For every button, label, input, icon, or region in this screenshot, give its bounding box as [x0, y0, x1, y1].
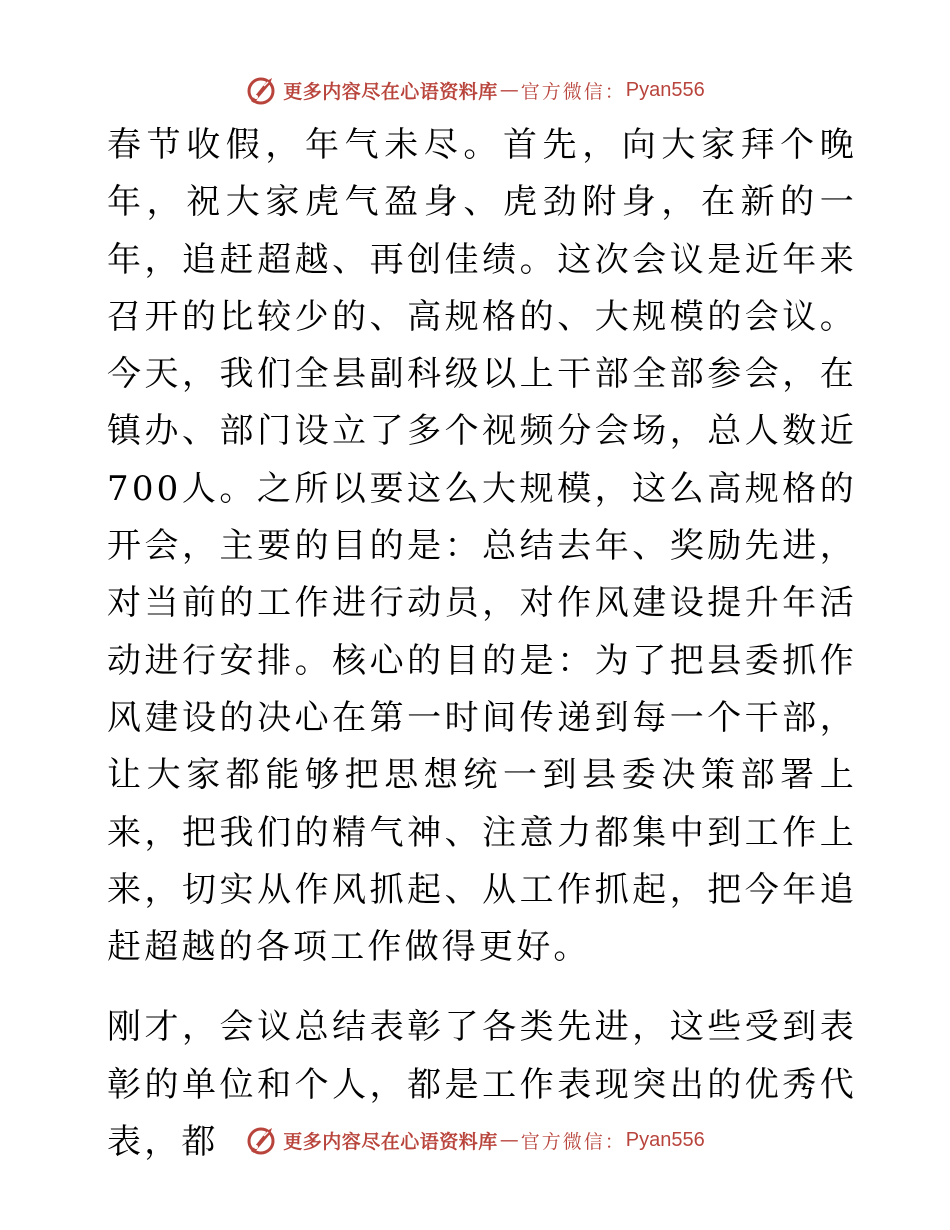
document-body	[97, 117, 857, 1171]
footer-wechat-label: 官方微信：	[520, 1130, 626, 1153]
paragraph-1: 春节收假，年气未尽。首先，向大家拜个晚年，祝大家虎气盈身、虎劲附身，在新的一年，追赶超越、再创佳绩。这次会议是近年来召开的比较少的、高规格的、大规模的会议。今天，我们全县副科级以上干部全部参会，在镇办、部门设立了多个视频分会场，总人数近700人。之所以要这么大规模，这么高规格的开会，主要的目的是：总结去年、奖励先进，对当前的工作进行动员，对作风建设提升年活动进行安排。核心的目的是：为了把县委抓作风建设的决心在第一时间传递到每一个干部，让大家都能够把思想统一到县委决策部署上来，把我们的精气神、注意力都集中到工作上来，切实从作风抓起、从工作抓起，把今年追赶超越的各项工作做得更好。	[107, 125, 857, 968]
pen-circle-logo-icon	[245, 1123, 279, 1157]
footer-dash: —	[499, 1129, 519, 1151]
banner-site-text: 更多内容尽在心语资料库	[283, 80, 498, 103]
banner-dash: —	[499, 79, 519, 101]
header-banner	[0, 70, 950, 110]
banner-wechat-label: 官方微信：	[520, 80, 626, 103]
banner-wechat-id: Pyan556	[625, 78, 705, 101]
footer-wechat-id: Pyan556	[625, 1128, 705, 1151]
footer-site-text: 更多内容尽在心语资料库	[283, 1130, 498, 1153]
footer-banner	[0, 1120, 950, 1160]
paragraph-2: 刚才，会议总结表彰了各类先进，这些受到表彰的单位和个人，都是工作表现突出的优秀代表，都	[107, 1007, 857, 1163]
pen-circle-logo-icon	[245, 73, 279, 107]
